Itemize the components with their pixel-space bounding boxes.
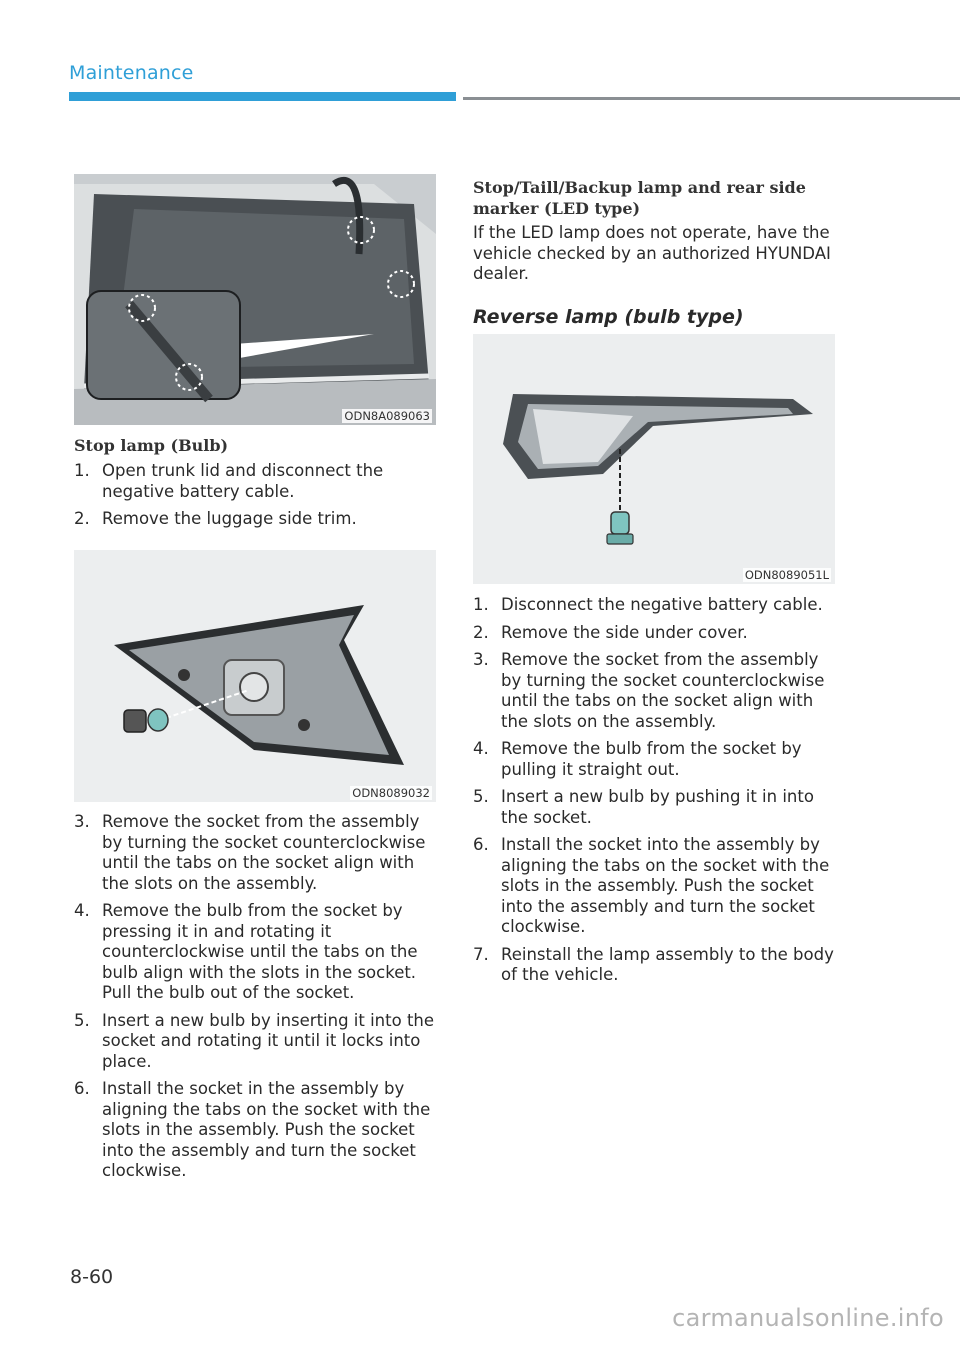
- stop-lamp-heading: Stop lamp (Bulb): [74, 436, 229, 455]
- steps-list-a: [74, 461, 436, 537]
- list-item: 4. Remove the bulb from the socket by pulling it straight out.: [473, 739, 802, 779]
- reverse-lamp-heading: Reverse lamp (bulb type): [473, 306, 744, 328]
- figure-trunk: [74, 174, 436, 425]
- figure-code: ODN8089051L: [744, 568, 829, 582]
- rear-lamp-illustration: [74, 550, 436, 802]
- header-rule-gray: [463, 97, 960, 100]
- list-item: 3. Remove the socket from the assembly by turning the socket counterclockwise until the tabs on the socket align with the slots on the assembly.: [74, 812, 426, 893]
- list-item: 1. Open trunk lid and disconnect the negative battery cable.: [74, 461, 384, 501]
- list-item: 3. Remove the socket from the assembly by turning the socket counterclockwise until the tabs on the socket align with the slots on the assembly.: [473, 650, 825, 731]
- list-item: 2. Remove the luggage side trim.: [74, 509, 357, 528]
- section-title: Maintenance: [69, 62, 194, 84]
- list-item: 6. Install the socket in the assembly by aligning the tabs on the socket with the slots in the assembly. Push the socket into the assembly and turn the socket clockwise.: [74, 1079, 431, 1180]
- list-item: 1. Disconnect the negative battery cable.: [473, 595, 823, 614]
- page-number: 8-60: [70, 1266, 114, 1288]
- led-text: If the LED lamp does not operate, have the vehicle checked by an authorized HYUNDAI dealer.: [473, 223, 831, 283]
- steps-list-reverse: [473, 595, 835, 993]
- led-heading: Stop/Taill/Backup lamp and rear side marker (LED type): [473, 178, 806, 218]
- header-rule-accent: [69, 92, 456, 101]
- figure-code: ODN8089032: [352, 786, 430, 800]
- figure-reverse-lamp: [473, 334, 835, 584]
- watermark: carmanualsonline.info: [672, 1304, 944, 1332]
- figure-code: ODN8A089063: [344, 409, 430, 423]
- list-item: 7. Reinstall the lamp assembly to the body of the vehicle.: [473, 944, 834, 984]
- list-item: 5. Insert a new bulb by inserting it into the socket and rotating it until it locks into place.: [74, 1010, 435, 1071]
- figure-rear-lamp: [74, 550, 436, 802]
- list-item: 6. Install the socket into the assembly by aligning the tabs on the socket with the slots in the assembly. Push the socket into the assembly and turn the socket clockwise.: [473, 835, 830, 936]
- list-item: 5. Insert a new bulb by pushing it in into the socket.: [473, 787, 814, 827]
- list-item: 2. Remove the side under cover.: [473, 622, 748, 642]
- trunk-illustration: [74, 174, 436, 425]
- reverse-lamp-illustration: [473, 334, 835, 584]
- list-item: 4. Remove the bulb from the socket by pressing it in and rotating it counterclockwise until the tabs on the bulb align with the slots in the socket. Pull the bulb out of the socket.: [74, 901, 418, 1002]
- steps-list-b: [74, 812, 436, 1189]
